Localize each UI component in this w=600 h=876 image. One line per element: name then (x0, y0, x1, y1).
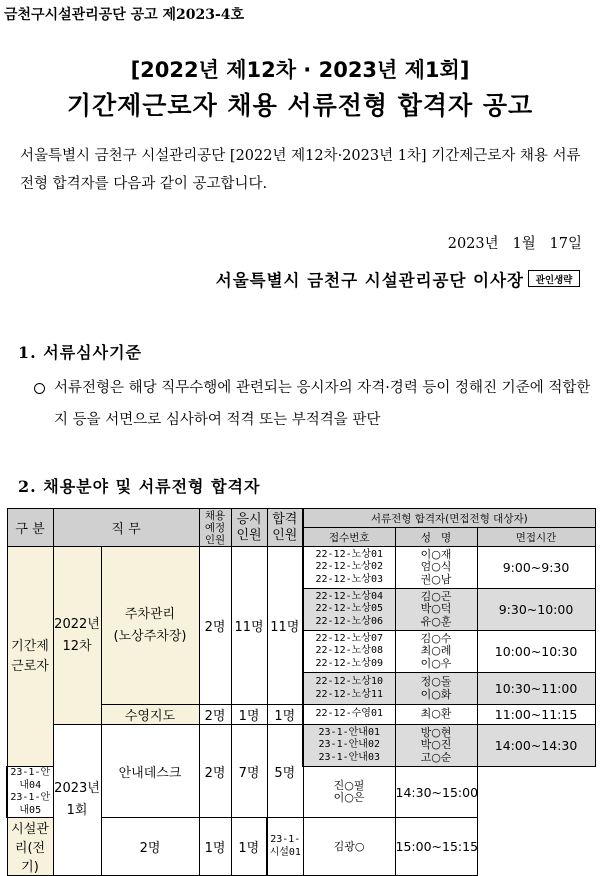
info-planned: 2명 (199, 725, 231, 818)
reg-no-group-5: 22-12-수영01 (303, 705, 395, 725)
round-2023-cell: 2023년 1회 (53, 725, 101, 876)
document-id: 금천구시설관리공단 공고 제2023-4호 (4, 7, 245, 23)
circle-bullet-icon (34, 383, 45, 394)
criteria-bullet (34, 372, 594, 436)
time-group-4: 10:30~11:00 (477, 673, 595, 705)
names-group-6: 방○현 박○진 고○순 (395, 725, 477, 767)
info-applicants: 7명 (231, 725, 267, 818)
time-group-1: 9:00~9:30 (477, 547, 595, 589)
reg-no-group-1: 22-12-노상01 22-12-노상02 22-12-노상03 (303, 547, 395, 589)
names-group-1: 이○재 엄○식 권○남 (395, 547, 477, 589)
title-line-2: 기간제근로자 채용 서류전형 합격자 공고 (66, 91, 534, 120)
time-group-5: 11:00~11:15 (477, 705, 595, 725)
info-passed: 5명 (267, 725, 303, 818)
facility-planned: 2명 (101, 818, 199, 876)
header-applicants: 응시 인원 (231, 509, 267, 547)
header-reg-no: 접수번호 (303, 528, 395, 547)
title-line-1: [2022년 제12차 · 2023년 제1회] (130, 58, 470, 82)
job-info-desk: 안내데스크 (101, 725, 199, 818)
names-group-7: 진○필 이○은 (303, 767, 395, 818)
reg-no-group-3: 22-12-노상07 22-12-노상08 22-12-노상09 (303, 631, 395, 673)
reg-no-group-8: 23-1-시설01 (267, 818, 303, 876)
reg-no-group-2: 22-12-노상04 22-12-노상05 22-12-노상06 (303, 589, 395, 631)
header-duty: 직 무 (53, 509, 199, 547)
swim-planned: 2명 (199, 705, 231, 725)
section-1-heading: 1. 서류심사기준 (18, 343, 143, 362)
results-table (6, 508, 596, 876)
header-category: 구 분 (7, 509, 53, 547)
reg-no-group-4: 22-12-노상10 22-12-노상11 (303, 673, 395, 705)
names-group-8: 김광○ (303, 818, 395, 876)
header-interview-time: 면접시간 (477, 528, 595, 547)
names-group-4: 정○돌 이○화 (395, 673, 477, 705)
time-group-7: 14:30~15:00 (395, 767, 477, 818)
header-passed: 합격 인원 (267, 509, 303, 547)
category-cell: 기간제 근로자 (7, 547, 53, 767)
intro-paragraph: 서울특별시 금천구 시설관리공단 [2022년 제12차·2023년 1차] 기간제근로자 채용 서류전형 합격자를 다음과 같이 공고합니다. (20, 148, 581, 192)
names-group-5: 최○환 (395, 705, 477, 725)
round-2022-cell: 2022년 12차 (53, 547, 101, 725)
swim-passed: 1명 (267, 705, 303, 725)
job-swim: 수영지도 (101, 705, 199, 725)
time-group-3: 10:00~10:30 (477, 631, 595, 673)
job-facility: 시설관리(전기) (7, 818, 53, 876)
parking-planned: 2명 (199, 547, 231, 705)
facility-passed: 1명 (231, 818, 267, 876)
reg-no-group-6: 23-1-안내01 23-1-안내02 23-1-안내03 (303, 725, 395, 767)
header-name: 성 명 (395, 528, 477, 547)
parking-applicants: 11명 (231, 547, 267, 705)
issuer-name: 서울특별시 금천구 시설관리공단 이사장 (215, 271, 524, 290)
reg-no-group-7: 23-1-안내04 23-1-안내05 (7, 767, 53, 818)
time-group-2: 9:30~10:00 (477, 589, 595, 631)
job-parking: 주차관리 (노상주차장) (101, 547, 199, 705)
facility-applicants: 1명 (199, 818, 231, 876)
names-group-3: 김○수 최○례 이○우 (395, 631, 477, 673)
swim-applicants: 1명 (231, 705, 267, 725)
names-group-2: 김○곤 박○덕 유○훈 (395, 589, 477, 631)
time-group-6: 14:00~14:30 (477, 725, 595, 767)
seal-omitted-stamp: 관인생략 (528, 270, 580, 287)
header-passers-group: 서류전형 합격자(면접전형 대상자) (303, 509, 595, 528)
parking-passed: 11명 (267, 547, 303, 705)
section-2-heading: 2. 채용분야 및 서류전형 합격자 (18, 477, 261, 496)
time-group-8: 15:00~15:15 (395, 818, 477, 876)
criteria-text: 서류전형은 해당 직무수행에 관련되는 응시자의 자격·경력 등이 정해진 기준에 적합한지 등을 서면으로 심사하여 적격 또는 부적격을 판단 (54, 380, 591, 428)
header-planned: 채용 예정 인원 (199, 509, 231, 547)
announcement-date: 2023년 1월 17일 (447, 236, 582, 252)
